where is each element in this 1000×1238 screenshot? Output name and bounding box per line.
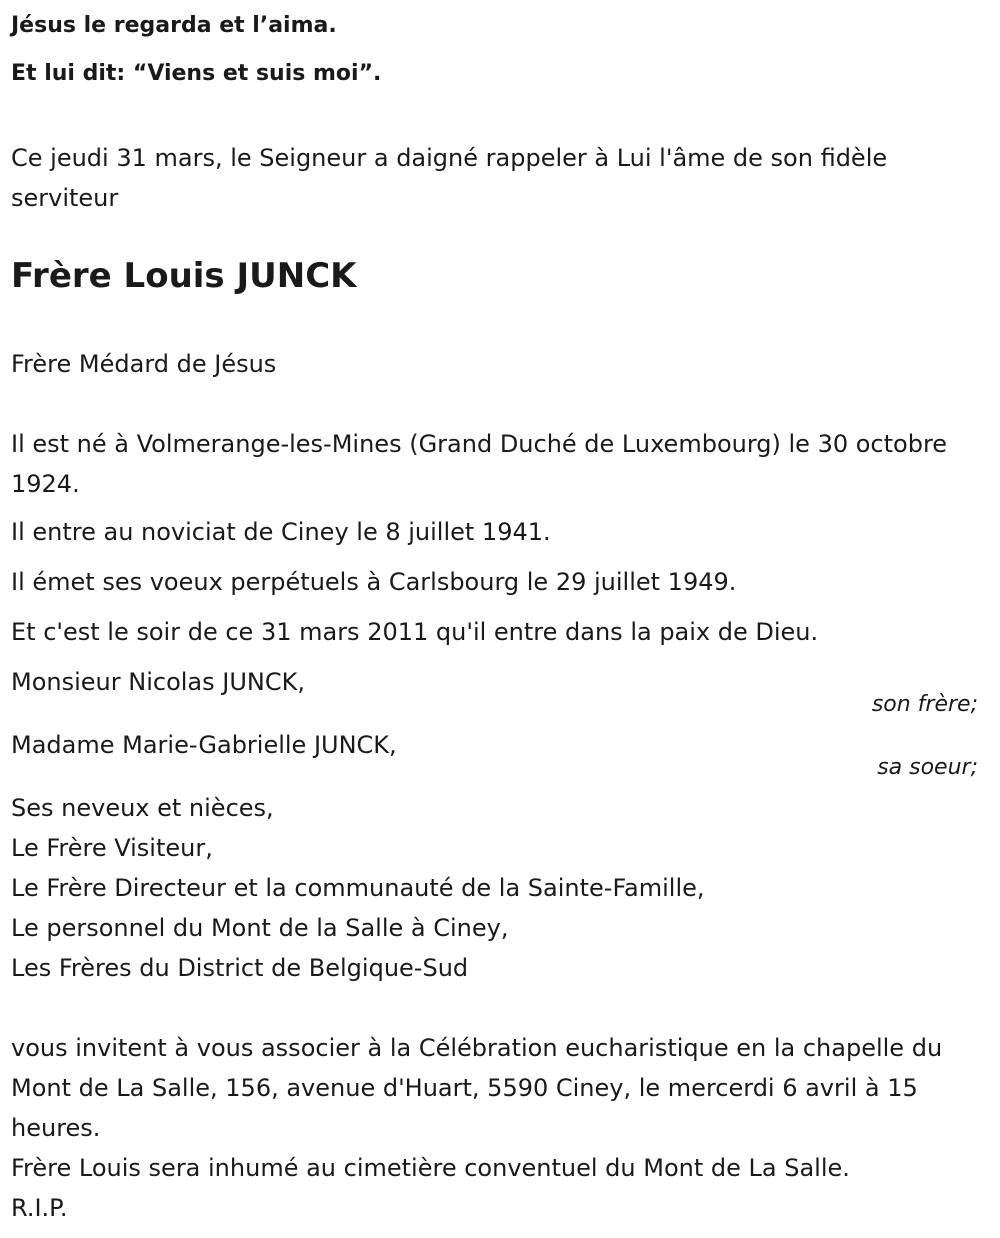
- list-item: Le Frère Visiteur,: [11, 834, 213, 862]
- list-item: Le personnel du Mont de la Salle à Ciney,: [11, 914, 509, 942]
- closing-section: [11, 1028, 989, 1228]
- epigraph-line-1: Jésus le regarda et l’aima.: [11, 13, 337, 38]
- list-item: Les Frères du District de Belgique-Sud: [11, 954, 469, 982]
- intro-text: Ce jeudi 31 mars, le Seigneur a daigné rappeler à Lui l'âme de son fidèle serviteur: [11, 144, 888, 212]
- list-item: Le Frère Directeur et la communauté de la Sainte-Famille,: [11, 874, 705, 902]
- mourners-list: [11, 788, 705, 988]
- invitation-text: vous invitent à vous associer à la Célébration eucharistique en la chapelle du Mont de La Salle, 156, avenue d'Huart, 5590 Ciney, le mercerdi 6 avril à 15 heures.: [11, 1034, 943, 1142]
- religious-name: Frère Médard de Jésus: [11, 350, 277, 378]
- deceased-name: Frère Louis JUNCK: [11, 256, 357, 296]
- family-member-name: Madame Marie-Gabrielle JUNCK,: [11, 731, 397, 759]
- family-member-relation: sa soeur;: [877, 755, 978, 780]
- epigraph-line-2: Et lui dit: “Viens et suis moi”.: [11, 61, 382, 86]
- family-member-relation: son frère;: [871, 692, 978, 717]
- biography-birth: Il est né à Volmerange-les-Mines (Grand Duché de Luxembourg) le 30 octobre 1924.: [11, 430, 948, 498]
- family-member-name: Monsieur Nicolas JUNCK,: [11, 668, 305, 696]
- biography-vows: Il émet ses voeux perpétuels à Carlsbourg le 29 juillet 1949.: [11, 568, 737, 596]
- list-item: Ses neveux et nièces,: [11, 794, 274, 822]
- burial-text: Frère Louis sera inhumé au cimetière conventuel du Mont de La Salle.: [11, 1154, 850, 1182]
- biography-death: Et c'est le soir de ce 31 mars 2011 qu'il entre dans la paix de Dieu.: [11, 618, 819, 646]
- rip-text: R.I.P.: [11, 1194, 68, 1222]
- biography-novitiate: Il entre au noviciat de Ciney le 8 juillet 1941.: [11, 518, 551, 546]
